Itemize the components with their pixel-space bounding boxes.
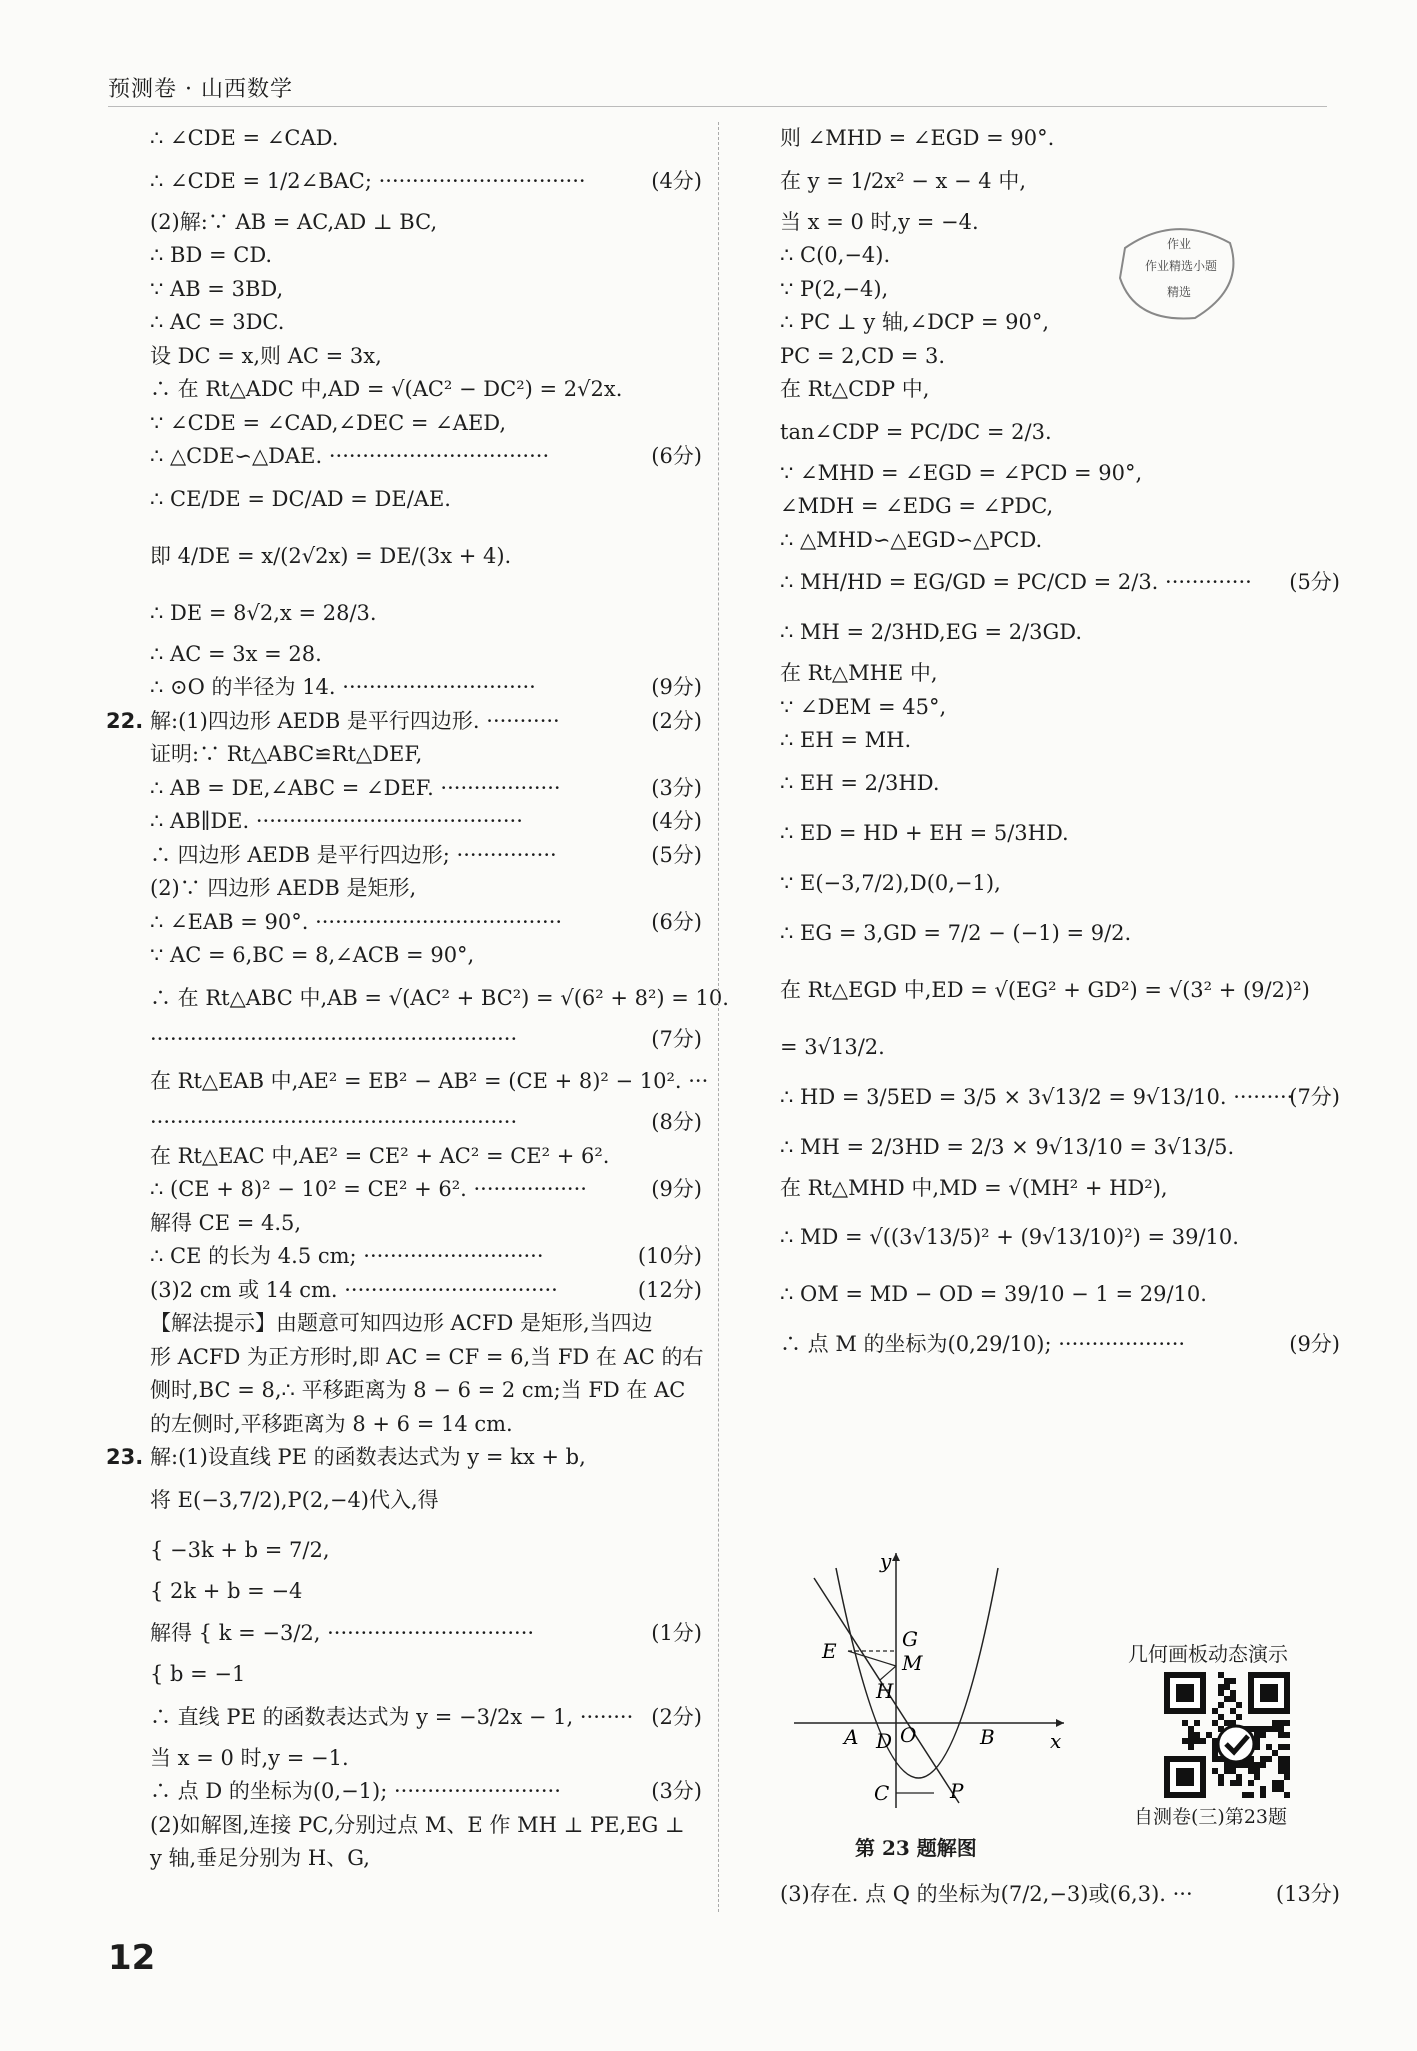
score-marker: (12分) xyxy=(637,1277,702,1302)
solution-line xyxy=(150,1842,702,1876)
solution-line xyxy=(150,440,702,474)
solution-line xyxy=(150,407,702,441)
solution-line xyxy=(150,474,702,524)
bottom-answer-line xyxy=(780,1878,1340,1912)
solution-line xyxy=(150,638,702,672)
solution-text: ······················································· xyxy=(150,1026,518,1051)
solution-text: 解得 CE = 4.5, xyxy=(150,1210,302,1235)
solution-text: ∵ ∠DEM = 45°, xyxy=(780,694,947,719)
solution-text: 解:(1)设直线 PE 的函数表达式为 y = kx + b, xyxy=(150,1445,586,1469)
solution-text: ∴ ∠EAB = 90°. ····································· xyxy=(150,909,563,934)
solution-line xyxy=(150,373,702,407)
solution-text: ∵ E(−3,7/2),D(0,−1), xyxy=(780,870,1001,895)
solution-line xyxy=(150,939,702,973)
solution-line xyxy=(780,1172,1340,1206)
solution-line xyxy=(150,239,702,273)
solution-text: 在 Rt△MHE 中, xyxy=(780,661,938,685)
solution-text: ∴ AB∥DE. ········································ xyxy=(150,809,523,833)
solution-text: 即 4/DE = x/(2√2x) = DE/(3x + 4). xyxy=(150,543,512,568)
solution-line xyxy=(780,524,1340,558)
solution-text: ∴ 点 M 的坐标为(0,29/10); ··················· xyxy=(780,1332,1186,1356)
solution-line xyxy=(780,1269,1340,1319)
solution-text: ∴ CE/DE = DC/AD = DE/AE. xyxy=(150,486,451,511)
solution-text: y 轴,垂足分别为 H、G, xyxy=(150,1846,370,1870)
solution-line xyxy=(780,1319,1340,1369)
solution-line xyxy=(780,239,1340,273)
solution-text: 当 x = 0 时,y = −1. xyxy=(150,1745,349,1770)
solution-line xyxy=(150,340,702,374)
solution-text: ∴ PC ⊥ y 轴,∠DCP = 90°, xyxy=(780,310,1050,334)
left-column xyxy=(106,122,729,1876)
right-column xyxy=(780,122,1340,1369)
solution-line xyxy=(150,156,702,206)
solution-line xyxy=(150,1658,702,1692)
solution-line xyxy=(780,457,1340,491)
solution-text: 侧时,BC = 8,∴ 平移距离为 8 − 6 = 2 cm;当 FD 在 AC xyxy=(150,1378,686,1402)
label-e: E xyxy=(822,1639,837,1663)
score-marker: (10分) xyxy=(637,1244,702,1268)
solution-line xyxy=(106,705,702,739)
solution-text: ∵ ∠CDE = ∠CAD,∠DEC = ∠AED, xyxy=(150,410,507,435)
solution-text: ∴ ED = HD + EH = 5/3HD. xyxy=(780,820,1069,845)
solution-line xyxy=(150,1140,702,1174)
score-marker: (2分) xyxy=(651,1704,702,1729)
solution-line xyxy=(150,872,702,906)
solution-text: ∴ 直线 PE 的函数表达式为 y = −3/2x − 1, ········ xyxy=(150,1704,634,1729)
solution-text: ∴ OM = MD − OD = 39/10 − 1 = 29/10. xyxy=(780,1282,1207,1306)
y-axis-arrow xyxy=(892,1553,900,1561)
solution-line xyxy=(780,273,1340,307)
solution-text: 在 y = 1/2x² − x − 4 中, xyxy=(780,168,1026,193)
label-x: x xyxy=(1050,1729,1062,1753)
solution-line xyxy=(150,1692,702,1742)
score-marker: (9分) xyxy=(1289,1332,1340,1356)
x-axis-arrow xyxy=(1056,1719,1064,1727)
solution-line xyxy=(150,671,702,705)
qr-caption: 自测卷(三)第23题 xyxy=(1134,1806,1288,1828)
label-p: P xyxy=(950,1779,964,1803)
solution-text: ∴ CE 的长为 4.5 cm; ··························· xyxy=(150,1244,544,1268)
solution-text: ∴ ∠CDE = ∠CAD. xyxy=(150,126,339,150)
solution-text: 将 E(−3,7/2),P(2,−4)代入,得 xyxy=(150,1487,439,1512)
solution-text: ∴ 点 D 的坐标为(0,−1); ························· xyxy=(150,1779,561,1803)
label-a: A xyxy=(844,1725,859,1749)
question-number: 22. xyxy=(106,708,144,733)
solution-text: ∴ HD = 3/5ED = 3/5 × 3√13/2 = 9√13/10. ········· xyxy=(780,1084,1294,1109)
solution-text: 证明:∵ Rt△ABC≌Rt△DEF, xyxy=(150,742,423,766)
solution-line xyxy=(150,1475,702,1525)
stamp-top: 作业 xyxy=(1167,237,1192,251)
solution-line xyxy=(780,958,1340,1022)
solution-line xyxy=(150,839,702,873)
solution-text: 【解法提示】由题意可知四边形 ACFD 是矩形,当四边 xyxy=(150,1311,653,1335)
column-divider xyxy=(718,122,719,1912)
solution-line xyxy=(150,1240,702,1274)
question-number: 23. xyxy=(106,1445,144,1469)
solution-line xyxy=(780,724,1340,758)
solution-line xyxy=(150,738,702,772)
solution-line xyxy=(780,1122,1340,1172)
solution-text: 解:(1)四边形 AEDB 是平行四边形. ··········· xyxy=(150,708,560,733)
solution-text: 则 ∠MHD = ∠EGD = 90°. xyxy=(780,126,1055,150)
solution-line xyxy=(780,557,1340,607)
solution-text: 在 Rt△EGD 中,ED = √(EG² + GD²) = √(3² + (9/2)²) xyxy=(780,977,1310,1002)
solution-line xyxy=(780,691,1340,725)
score-marker: (3分) xyxy=(651,1779,702,1803)
solution-line xyxy=(780,206,1340,240)
solution-text: ∴ 四边形 AEDB 是平行四边形; ··············· xyxy=(150,842,557,867)
solution-line xyxy=(150,1374,702,1408)
label-h: H xyxy=(876,1679,894,1703)
score-marker: (8分) xyxy=(651,1110,702,1134)
score-marker: (1分) xyxy=(651,1621,702,1645)
label-o: O xyxy=(900,1723,917,1747)
solution-text: 在 Rt△MHD 中,MD = √(MH² + HD²), xyxy=(780,1175,1168,1200)
solution-line xyxy=(150,1106,702,1140)
solution-line xyxy=(780,306,1340,340)
solution-line xyxy=(150,1525,702,1575)
solution-line xyxy=(780,657,1340,691)
score-marker: (3分) xyxy=(651,775,702,800)
score-marker: (2分) xyxy=(651,708,702,733)
solution-line xyxy=(150,1809,702,1843)
qr-code[interactable] xyxy=(1164,1672,1290,1798)
solution-text: 形 ACFD 为正方形时,即 AC = CF = 6,当 FD 在 AC 的右 xyxy=(150,1344,704,1369)
solution-text: ∴ △CDE∽△DAE. ································· xyxy=(150,444,550,468)
solution-line xyxy=(150,1408,702,1442)
qr-title: 几何画板动态演示 xyxy=(1128,1642,1288,1666)
header-rule xyxy=(108,106,1327,107)
solution-text: ∴ EG = 3,GD = 7/2 − (−1) = 9/2. xyxy=(780,920,1132,945)
solution-text: ∵ AC = 6,BC = 8,∠ACB = 90°, xyxy=(150,943,475,967)
solution-line xyxy=(150,1274,702,1308)
solution-text: ∴ MH = 2/3HD,EG = 2/3GD. xyxy=(780,620,1083,644)
solution-line xyxy=(150,206,702,240)
solution-text: ∴ 在 Rt△ADC 中,AD = √(AC² − DC²) = 2√2x. xyxy=(150,377,623,401)
solution-text: ∴ MH = 2/3HD = 2/3 × 9√13/10 = 3√13/5. xyxy=(780,1134,1235,1159)
score-marker: (6分) xyxy=(651,444,702,468)
solution-text: ∵ AB = 3BD, xyxy=(150,276,284,301)
solution-text: ∴ MH/HD = EG/GD = PC/CD = 2/3. ············· xyxy=(780,570,1252,594)
score-marker: (9分) xyxy=(651,1177,702,1201)
score-marker: (7分) xyxy=(1289,1084,1340,1109)
bottom-answer-score: (13分) xyxy=(1275,1882,1340,1906)
bottom-answer-text: (3)存在. 点 Q 的坐标为(7/2,−3)或(6,3). ··· xyxy=(780,1882,1193,1906)
solution-line xyxy=(150,1023,702,1057)
score-marker: (7分) xyxy=(651,1026,702,1051)
solution-line xyxy=(150,906,702,940)
solution-text: ∴ AC = 3x = 28. xyxy=(150,641,322,666)
label-m: M xyxy=(902,1651,923,1675)
solution-text: (2)如解图,连接 PC,分别过点 M、E 作 MH ⊥ PE,EG ⊥ xyxy=(150,1812,685,1837)
solution-text: ∴ 在 Rt△ABC 中,AB = √(AC² + BC²) = √(6² + 8²) = 10. xyxy=(150,985,729,1010)
solution-line xyxy=(780,490,1340,524)
solution-line xyxy=(780,407,1340,457)
solution-text: tan∠CDP = PC/DC = 2/3. xyxy=(780,419,1052,444)
solution-text: ∠MDH = ∠EDG = ∠PDC, xyxy=(780,494,1054,518)
solution-text: (2)∵ 四边形 AEDB 是矩形, xyxy=(150,876,417,900)
label-c: C xyxy=(874,1781,890,1805)
solution-line xyxy=(780,607,1340,657)
solution-line xyxy=(150,1056,709,1106)
solution-line xyxy=(780,908,1340,958)
solution-text: ∵ ∠MHD = ∠EGD = ∠PCD = 90°, xyxy=(780,460,1143,485)
label-b: B xyxy=(980,1725,995,1749)
solution-line xyxy=(150,1742,702,1776)
solution-text: (2)解:∵ AB = AC,AD ⊥ BC, xyxy=(150,209,438,234)
solution-text: ∴ DE = 8√2,x = 28/3. xyxy=(150,600,377,625)
solution-text: 的左侧时,平移距离为 8 + 6 = 14 cm. xyxy=(150,1411,513,1436)
solution-line xyxy=(106,1441,702,1475)
stamp-middle: 作业精选小题 xyxy=(1145,259,1218,273)
solution-line xyxy=(150,772,702,806)
solution-text: (3)2 cm 或 14 cm. ································ xyxy=(150,1277,558,1302)
solution-line xyxy=(780,1072,1340,1122)
figure-caption: 第 23 题解图 xyxy=(855,1836,977,1860)
solution-text: ∵ P(2,−4), xyxy=(780,276,889,301)
solution-text: ∴ BD = CD. xyxy=(150,243,273,267)
solution-text: 设 DC = x,则 AC = 3x, xyxy=(150,343,382,368)
solution-text: ∴ (CE + 8)² − 10² = CE² + 6². ················· xyxy=(150,1177,587,1201)
page-number: 12 xyxy=(108,1938,156,1978)
solution-text: 当 x = 0 时,y = −4. xyxy=(780,209,979,234)
label-g: G xyxy=(902,1627,918,1651)
solution-line xyxy=(150,805,702,839)
solution-text: ∴ EH = 2/3HD. xyxy=(780,770,940,795)
solution-text: = 3√13/2. xyxy=(780,1034,885,1059)
solution-line xyxy=(150,1341,702,1375)
solution-text: ∴ AB = DE,∠ABC = ∠DEF. ·················· xyxy=(150,775,561,800)
solution-line xyxy=(150,1207,702,1241)
homework-stamp xyxy=(1105,208,1245,328)
solution-line xyxy=(780,808,1340,858)
solution-line xyxy=(150,973,729,1023)
solution-text: 解得 { k = −3/2, ······························· xyxy=(150,1621,535,1645)
score-marker: (4分) xyxy=(651,168,702,193)
solution-text: ∴ C(0,−4). xyxy=(780,243,891,267)
solution-line xyxy=(780,373,1340,407)
solution-text: 在 Rt△EAC 中,AE² = CE² + AC² = CE² + 6². xyxy=(150,1143,610,1168)
solution-text: 在 Rt△CDP 中, xyxy=(780,377,930,401)
solution-text: ∴ MD = √((3√13/5)² + (9√13/10)²) = 39/10. xyxy=(780,1225,1239,1249)
score-marker: (4分) xyxy=(651,809,702,833)
solution-text: ∴ ∠CDE = 1/2∠BAC; ······························· xyxy=(150,168,586,193)
solution-line xyxy=(150,1608,702,1658)
solution-text: { −3k + b = 7/2, xyxy=(150,1537,330,1562)
problem-23-figure xyxy=(784,1548,1074,1810)
stamp-bottom: 精选 xyxy=(1167,285,1192,299)
score-marker: (5分) xyxy=(1289,570,1340,594)
solution-line xyxy=(150,273,702,307)
solution-text: { b = −1 xyxy=(150,1662,246,1686)
solution-text: ∴ EH = MH. xyxy=(780,728,912,752)
solution-line xyxy=(780,858,1340,908)
score-marker: (5分) xyxy=(651,842,702,867)
solution-line xyxy=(150,1173,702,1207)
solution-line xyxy=(780,1022,1340,1072)
solution-text: ∴ AC = 3DC. xyxy=(150,310,285,334)
solution-line xyxy=(150,1575,702,1609)
solution-line xyxy=(780,122,1340,156)
segment-mh xyxy=(880,1666,896,1680)
label-y: y xyxy=(880,1549,892,1573)
solution-line xyxy=(780,156,1340,206)
segment-em xyxy=(848,1651,896,1666)
solution-text: ······················································· xyxy=(150,1110,518,1134)
solution-text: 在 Rt△EAB 中,AE² = EB² − AB² = (CE + 8)² − 10². ··· xyxy=(150,1069,709,1093)
solution-line xyxy=(150,588,702,638)
solution-text: ∴ ⊙O 的半径为 14. ····························· xyxy=(150,675,536,699)
solution-line xyxy=(150,1307,702,1341)
solution-text: ∴ △MHD∽△EGD∽△PCD. xyxy=(780,527,1043,552)
score-marker: (9分) xyxy=(651,675,702,699)
label-d: D xyxy=(876,1729,893,1753)
solution-line xyxy=(150,306,702,340)
solution-line xyxy=(150,524,702,588)
page-header: 预测卷 · 山西数学 xyxy=(108,77,293,102)
solution-line xyxy=(150,1775,702,1809)
solution-text: PC = 2,CD = 3. xyxy=(780,343,946,368)
solution-line xyxy=(780,758,1340,808)
solution-line xyxy=(780,1205,1340,1269)
solution-text: { 2k + b = −4 xyxy=(150,1578,303,1603)
solution-line xyxy=(780,340,1340,374)
solution-line xyxy=(150,122,702,156)
score-marker: (6分) xyxy=(651,909,702,934)
